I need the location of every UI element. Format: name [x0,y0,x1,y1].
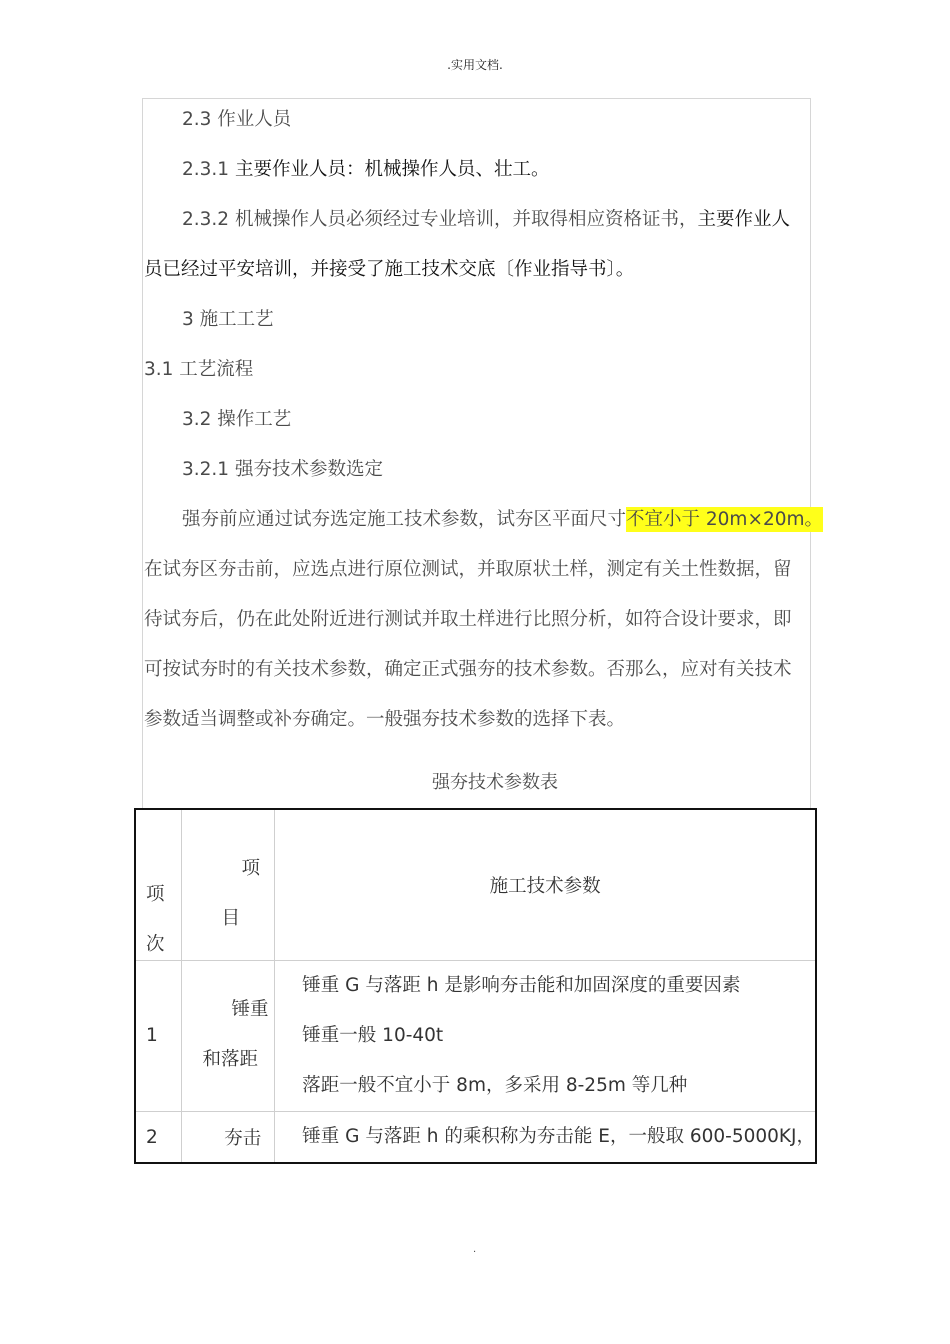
row2-no-cell [135,1112,181,1164]
paragraph-line-1 [182,495,823,545]
section-2-3-1-number: 2.3.1 [182,159,235,180]
row2-params-cell [275,1112,816,1164]
header-item-b: 目 [221,908,241,929]
section-2-3: 2.3 作业人员 [182,109,292,130]
row2-line-1: 锤重 G 与落距 h 的乘积称为夯击能 E，一般取 600-5000KJ， [302,1126,815,1147]
parameter-table [134,808,817,1164]
section-2-3-2-text: 2.3.2 机械操作人员必须经过专业培训，并取得相应资格证书， [182,209,698,230]
header-item-a: 项 [241,858,261,879]
row2-item-cell [181,1112,275,1164]
section-3-2: 3.2 操作工艺 [182,409,292,430]
paragraph-line-4: 可按试夯时的有关技术参数，确定正式强夯的技术参数。否那么，应对有关技术 [144,659,792,680]
highlighted-text: 不宜小于 20m×20m。 [626,509,824,530]
section-3-2-1: 3.2.1 强夯技术参数选定 [182,459,383,480]
page-header: .实用文档. [447,58,503,72]
row1-line-1: 锤重 G 与落距 h 是影响夯击能和加固深度的重要因素 [302,975,741,996]
row1-line-3: 落距一般不宜小于 8m，多采用 8-25m 等几种 [302,1075,688,1096]
section-2-3-2-dark: 主要作业人 [697,209,790,230]
row1-item-cell [181,961,275,1112]
paragraph-start: 强夯前应通过试夯选定施工技术参数，试夯区平面尺寸 [182,509,627,530]
table-row [135,1112,816,1164]
header-cell-params [275,809,816,961]
section-2-3-2-line2: 员已经过平安培训，并接受了施工技术交底〔作业指导书〕。 [144,259,635,280]
header-cell-item [181,809,275,961]
row2-item-a: 夯击 [224,1128,262,1149]
row1-no: 1 [146,1025,158,1046]
header-params-label: 施工技术参数 [489,876,601,897]
row1-line-2: 锤重一般 10-40t [302,1025,444,1046]
row2-no: 2 [146,1126,158,1148]
section-3: 3 施工工艺 [182,309,274,330]
paragraph-line-5: 参数适当调整或补夯确定。一般强夯技术参数的选择下表。 [144,709,626,730]
row1-item-a: 锤重 [231,999,269,1020]
section-2-3-1-text: 主要作业人员：机械操作人员、壮工。 [234,159,550,180]
paragraph-line-2: 在试夯区夯击前，应选点进行原位测试，并取原状土样，测定有关土性数据，留 [144,559,792,580]
header-no-a: 项 [146,884,165,905]
table-row [135,961,816,1112]
section-2-3-2 [182,195,790,245]
page-footer: . [473,1244,477,1255]
section-2-3-1 [182,145,549,195]
paragraph-line-3: 待试夯后，仍在此处附近进行测试并取土样进行比照分析，如符合设计要求，即 [144,609,792,630]
header-cell-no [135,809,181,961]
table-header-row [135,809,816,961]
row1-no-cell [135,961,181,1112]
row1-params-cell [275,961,816,1112]
header-no-b: 次 [146,934,165,955]
section-3-1: 3.1 工艺流程 [144,359,254,380]
row1-item-b: 和落距 [202,1049,259,1070]
table-caption: 强夯技术参数表 [432,772,558,793]
